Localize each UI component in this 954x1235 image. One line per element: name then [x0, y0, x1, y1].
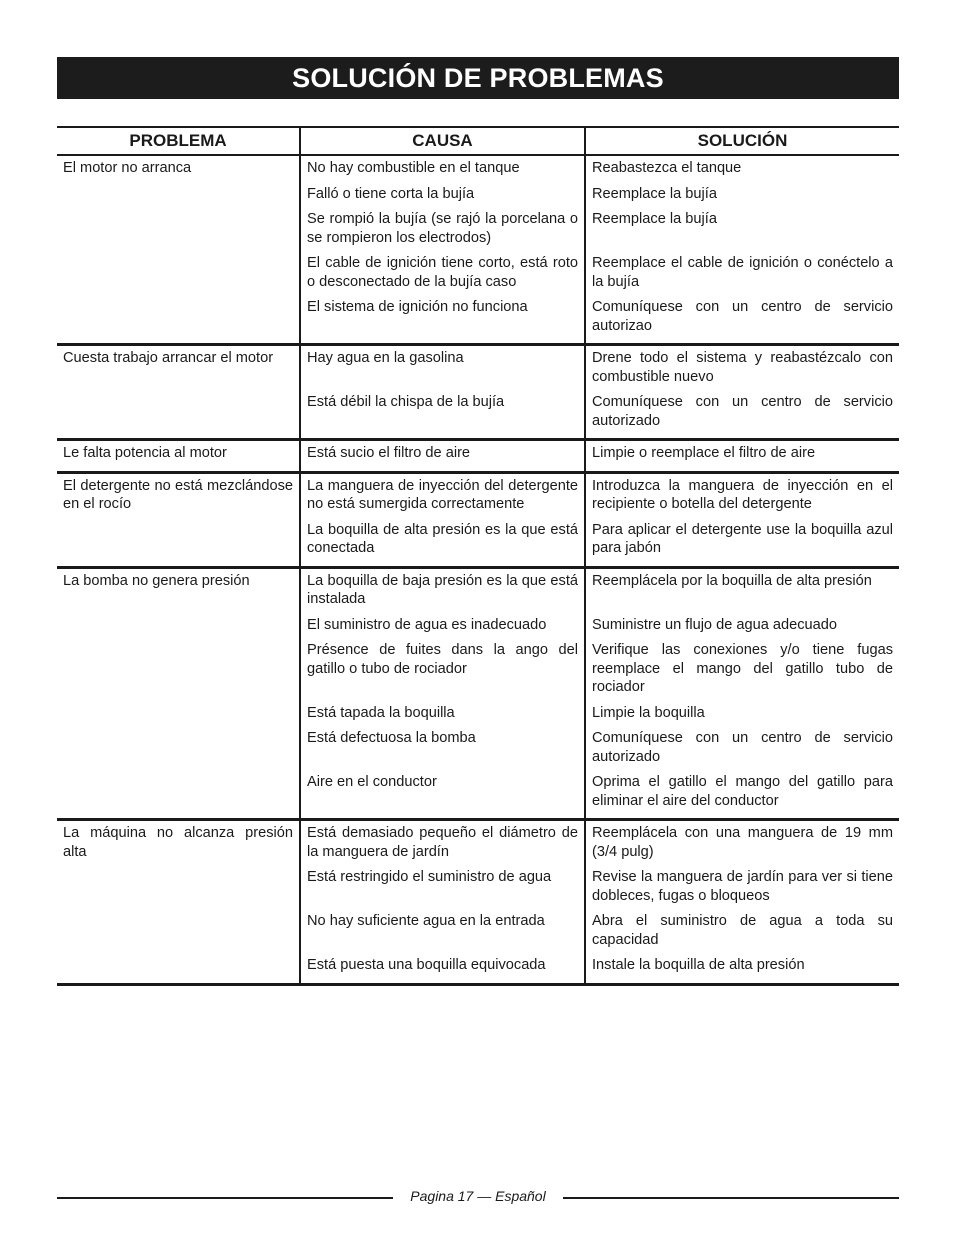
problem-cell: El motor no arranca	[63, 160, 192, 176]
troubleshooting-table	[57, 126, 899, 986]
cause-cell: Hay agua en la gasolina	[300, 345, 585, 387]
solution-cell: Reemplácela con una manguera de 19 mm (3/4 pulg)	[585, 820, 899, 862]
cause-cell: Présence de fuites dans la ango del gatillo o tubo de rociador	[300, 634, 585, 697]
table-row	[57, 567, 899, 609]
problem-group	[57, 155, 899, 345]
problem-cell: El detergente no está mezclándose en el rocío	[63, 477, 293, 512]
table-row	[57, 345, 899, 387]
problem-cell: La bomba no genera presión	[63, 572, 250, 589]
page-title: SOLUCIÓN DE PROBLEMAS	[292, 63, 664, 93]
cause-cell: Está puesta una boquilla equivocada	[300, 949, 585, 984]
cause-cell: Está tapada la boquilla	[300, 697, 585, 723]
problem-group	[57, 345, 899, 440]
solution-cell: Limpie o reemplace el filtro de aire	[585, 440, 899, 473]
cause-cell: Aire en el conductor	[300, 766, 585, 820]
cause-cell: La manguera de inyección del detergente no está sumergida correctamente	[300, 472, 585, 514]
page-footer	[57, 1186, 899, 1208]
cause-cell: El suministro de agua es inadecuado	[300, 609, 585, 635]
solution-cell: Para aplicar el detergente use la boquilla azul para jabón	[585, 514, 899, 568]
table-row	[57, 155, 899, 178]
cause-cell: El cable de ignición tiene corto, está roto o desconectado de la bujía caso	[300, 247, 585, 291]
solution-cell: Reabastezca el tanque	[585, 155, 899, 178]
cause-cell: No hay suficiente agua en la entrada	[300, 905, 585, 949]
cause-cell: La boquilla de baja presión es la que está instalada	[300, 567, 585, 609]
solution-cell: Comuníquese con un centro de servicio autorizao	[585, 291, 899, 345]
cause-cell: El sistema de ignición no funciona	[300, 291, 585, 345]
solution-cell: Verifique las conexiones y/o tiene fugas reemplace el mango del gatillo tubo de rociador	[585, 634, 899, 697]
problem-cell: La máquina no alcanza presión alta	[63, 825, 293, 860]
troubleshooting-table-wrap	[57, 126, 899, 986]
solution-cell: Suministre un flujo de agua adecuado	[585, 609, 899, 635]
solution-cell: Reemplace la bujía	[585, 203, 899, 247]
solution-cell: Reemplace el cable de ignición o conéctelo a la bujía	[585, 247, 899, 291]
cause-cell: Está débil la chispa de la bujía	[300, 386, 585, 440]
table-header	[57, 127, 899, 155]
solution-cell: Comuníquese con un centro de servicio autorizado	[585, 722, 899, 766]
footer-page-label: Pagina 17 — Español	[410, 1188, 546, 1204]
solution-cell: Revise la manguera de jardín para ver si tiene dobleces, fugas o bloqueos	[585, 861, 899, 905]
cause-cell: Falló o tiene corta la bujía	[300, 178, 585, 204]
cause-cell: La boquilla de alta presión es la que está conectada	[300, 514, 585, 568]
table-row	[57, 820, 899, 862]
solution-cell: Oprima el gatillo el mango del gatillo para eliminar el aire del conductor	[585, 766, 899, 820]
header-problema: PROBLEMA	[57, 127, 300, 155]
table-row	[57, 440, 899, 473]
footer-rule-right	[563, 1197, 899, 1199]
problem-group	[57, 472, 899, 567]
cause-cell: Está restringido el suministro de agua	[300, 861, 585, 905]
solution-cell: Reemplácela por la boquilla de alta presión	[585, 567, 899, 609]
cause-cell: Se rompió la bujía (se rajó la porcelana o se rompieron los electrodos)	[300, 203, 585, 247]
table-header-row	[57, 127, 899, 155]
problem-group	[57, 440, 899, 473]
solution-cell: Drene todo el sistema y reabastézcalo con combustible nuevo	[585, 345, 899, 387]
cause-cell: Está sucio el filtro de aire	[300, 440, 585, 473]
cause-cell: Está demasiado pequeño el diámetro de la manguera de jardín	[300, 820, 585, 862]
problem-group	[57, 567, 899, 820]
header-solucion: SOLUCIÓN	[585, 127, 899, 155]
solution-cell: Introduzca la manguera de inyección en el recipiente o botella del detergente	[585, 472, 899, 514]
footer-rule-left	[57, 1197, 393, 1199]
title-bar	[57, 57, 899, 99]
solution-cell: Abra el suministro de agua a toda su capacidad	[585, 905, 899, 949]
header-causa: CAUSA	[300, 127, 585, 155]
solution-cell: Reemplace la bujía	[585, 178, 899, 204]
cause-cell: No hay combustible en el tanque	[300, 155, 585, 178]
table-row	[57, 472, 899, 514]
cause-cell: Está defectuosa la bomba	[300, 722, 585, 766]
solution-cell: Limpie la boquilla	[585, 697, 899, 723]
problem-cell: Cuesta trabajo arrancar el motor	[63, 350, 274, 366]
solution-cell: Instale la boquilla de alta presión	[585, 949, 899, 984]
problem-group	[57, 820, 899, 985]
solution-cell: Comuníquese con un centro de servicio autorizado	[585, 386, 899, 440]
problem-cell: Le falta potencia al motor	[63, 445, 227, 461]
